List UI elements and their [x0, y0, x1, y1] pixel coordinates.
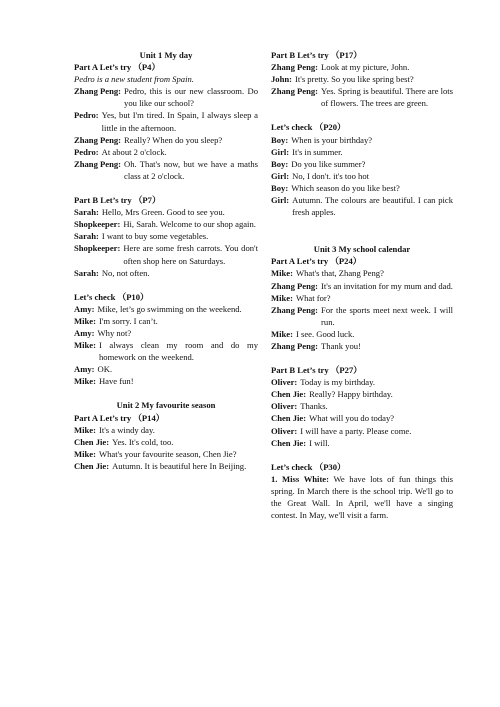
dialogue-line [271, 328, 453, 340]
dialogue-text: No, not often. [101, 267, 150, 278]
dialogue-line [74, 218, 258, 230]
dialogue-text: Mike, let’s go swimming on the weekend. [97, 303, 242, 314]
dialogue-text: I will have a party. Please come. [300, 425, 412, 436]
u2-check-dialogue [271, 134, 453, 219]
u1-partA-heading: Part A Let’s try （P4） [74, 62, 161, 73]
dialogue-text: I see. Good luck. [295, 328, 355, 339]
speaker-name: Sarah: [74, 267, 99, 278]
u2-partB-dialogue [271, 61, 453, 109]
speaker-name: Girl: [271, 146, 290, 157]
dialogue-text: Really? When do you sleep? [124, 134, 223, 145]
speaker-name: Pedro: [74, 146, 99, 157]
dialogue-line [271, 292, 453, 304]
u1-check-dialogue [74, 303, 258, 388]
dialogue-line [74, 109, 258, 133]
dialogue-line [74, 242, 258, 266]
dialogue-line [271, 182, 453, 194]
dialogue-text: Autumn. It is beautiful here In Beijing. [112, 460, 247, 471]
dialogue-text: Thank you! [321, 340, 361, 351]
dialogue-line [74, 134, 258, 146]
u1-partA-dialogue [74, 85, 258, 182]
unit3-title: Unit 3 My school calendar [313, 244, 411, 255]
speaker-name: Zhang Peng: [271, 86, 319, 97]
u2-partA-heading: Part A Let’s try （P14） [74, 412, 165, 423]
speaker-name: Shopkeeper: [74, 219, 121, 230]
dialogue-text: Have fun! [98, 376, 134, 387]
u2-check-heading: Let’s check （P20） [271, 122, 346, 133]
dialogue-line [271, 304, 453, 328]
speaker-name: Amy: [74, 327, 95, 338]
speaker-name: Mike: [74, 315, 96, 326]
right-column [271, 49, 453, 521]
dialogue-text: It's a windy day. [98, 424, 155, 435]
dialogue-line [271, 73, 453, 85]
dialogue-text: Pedro, this is our new classroom. Do you like our school? [124, 86, 258, 109]
dialogue-text: Really? Happy birthday. [309, 389, 393, 400]
dialogue-text: I will. [309, 437, 330, 448]
u2-partA-dialogue [74, 424, 258, 472]
dialogue-text: Autumn. The colours are beautiful. I can pick fresh apples. [292, 195, 453, 218]
speaker-name: Oliver: [271, 401, 298, 412]
dialogue-line [271, 61, 453, 73]
speaker-name: Oliver: [271, 425, 298, 436]
u3-check-item-1-text: We have lots of fun things this spring. In March there is the school trip. We'll go to the Great Wall. In April, we'll have a singing contest. In May, we'll visit a farm. [271, 473, 453, 521]
dialogue-text: Yes. Spring is beautiful. There are lots of flowers. The trees are green. [321, 86, 453, 109]
dialogue-text: Here are some fresh carrots. You don't often shop here on Saturdays. [123, 243, 258, 266]
speaker-name: Chen Jie: [74, 460, 110, 471]
u1-partB-heading: Part B Let’s try （P7） [74, 195, 161, 206]
speaker-name: Mike: [271, 268, 293, 279]
dialogue-line [271, 400, 453, 412]
speaker-name: Mike: [74, 376, 96, 387]
dialogue-line [271, 437, 453, 449]
speaker-name: Girl: [271, 170, 290, 181]
dialogue-text: I'm sorry. I can’t. [98, 315, 158, 326]
dialogue-line [271, 158, 453, 170]
speaker-name: Chen Jie: [271, 413, 307, 424]
dialogue-line [74, 267, 258, 279]
dialogue-line [74, 460, 258, 472]
dialogue-line [74, 424, 258, 436]
dialogue-text: What will you do today? [309, 413, 395, 424]
left-column [74, 49, 258, 472]
speaker-name: John: [271, 74, 293, 85]
dialogue-text: It's an invitation for my mum and dad. [321, 280, 453, 291]
speaker-name: Shopkeeper: [74, 243, 121, 254]
unit2-title: Unit 2 My favourite season [116, 400, 216, 411]
speaker-name: Sarah: [74, 207, 99, 218]
dialogue-line [271, 412, 453, 424]
speaker-name: Mike: [74, 340, 96, 351]
speaker-name: Chen Jie: [74, 436, 110, 447]
dialogue-line [271, 376, 453, 388]
dialogue-text: At about 2 o'clock. [101, 146, 167, 157]
dialogue-text: For the sports meet next week. I will run. [321, 304, 453, 327]
speaker-name: Zhang Peng: [271, 62, 319, 73]
dialogue-line [271, 194, 453, 218]
speaker-name: Pedro: [74, 110, 99, 121]
dialogue-text: Today is my birthday. [300, 377, 375, 388]
speaker-name: Boy: [271, 134, 289, 145]
dialogue-line [271, 267, 453, 279]
dialogue-text: Look at my picture, John. [321, 62, 410, 73]
speaker-name: Zhang Peng: [271, 280, 319, 291]
dialogue-text: Why not? [97, 327, 132, 338]
dialogue-line [271, 388, 453, 400]
dialogue-text: Oh. That's now, but we have a maths class at 2 o'clock. [124, 158, 258, 181]
dialogue-line [271, 425, 453, 437]
speaker-name: Zhang Peng: [271, 304, 319, 315]
dialogue-text: I always clean my room and do my homework on the weekend. [98, 340, 258, 363]
u1-partA-note: Pedro is a new student from Spain. [74, 74, 194, 85]
speaker-name: Sarah: [74, 231, 99, 242]
dialogue-line [74, 206, 258, 218]
dialogue-line [74, 85, 258, 109]
dialogue-text: It's pretty. So you like spring best? [295, 74, 414, 85]
speaker-name: Mike: [74, 424, 96, 435]
dialogue-text: What's your favourite season, Chen Jie? [98, 448, 237, 459]
speaker-name: Chen Jie: [271, 389, 307, 400]
u3-partB-dialogue [271, 376, 453, 449]
dialogue-line [271, 134, 453, 146]
dialogue-line [74, 146, 258, 158]
speaker-name: Boy: [271, 182, 289, 193]
dialogue-text: Yes, but I'm tired. In Spain, I always sleep a little in the afternoon. [101, 110, 258, 133]
speaker-name: Zhang Peng: [74, 158, 122, 169]
dialogue-text: No, I don't. it's too hot [292, 170, 370, 181]
speaker-name: Girl: [271, 195, 290, 206]
speaker-name: Zhang Peng: [74, 134, 122, 145]
dialogue-line [74, 375, 258, 387]
unit1-title: Unit 1 My day [139, 50, 193, 60]
u3-check-item-1-label: 1. Miss White: [271, 473, 329, 484]
dialogue-text: Which season do you like best? [291, 182, 400, 193]
dialogue-line [74, 230, 258, 242]
u3-partA-dialogue [271, 267, 453, 352]
speaker-name: Zhang Peng: [74, 86, 122, 97]
dialogue-text: I want to buy some vegetables. [101, 231, 209, 242]
dialogue-line [74, 448, 258, 460]
u2-partB-heading: Part B Let’s try （P17） [271, 50, 362, 60]
dialogue-text: Hi, Sarah. Welcome to our shop again. [123, 219, 256, 230]
dialogue-line [271, 340, 453, 352]
u3-check-heading: Let’s check （P30） [271, 461, 346, 472]
dialogue-text: Thanks. [300, 401, 328, 412]
u3-check-item-1 [271, 473, 453, 521]
speaker-name: Mike: [271, 328, 293, 339]
dialogue-text: OK. [97, 364, 113, 375]
speaker-name: Mike: [74, 448, 96, 459]
speaker-name: Amy: [74, 303, 95, 314]
dialogue-line [271, 170, 453, 182]
dialogue-text: What's that, Zhang Peng? [295, 268, 384, 279]
speaker-name: Chen Jie: [271, 437, 307, 448]
dialogue-text: It's in summer. [292, 146, 343, 157]
speaker-name: Mike: [271, 292, 293, 303]
dialogue-line [74, 436, 258, 448]
dialogue-line [271, 146, 453, 158]
dialogue-line [74, 363, 258, 375]
dialogue-text: Do you like summer? [291, 158, 366, 169]
dialogue-line [74, 327, 258, 339]
dialogue-line [271, 85, 453, 109]
dialogue-line [74, 158, 258, 182]
dialogue-text: When is your birthday? [291, 134, 373, 145]
dialogue-line [74, 339, 258, 363]
speaker-name: Zhang Peng: [271, 340, 319, 351]
dialogue-text: What for? [295, 292, 331, 303]
u1-partB-dialogue [74, 206, 258, 279]
dialogue-line [271, 280, 453, 292]
u1-check-heading: Let’s check （P10） [74, 291, 149, 302]
speaker-name: Oliver: [271, 377, 298, 388]
u3-partB-heading: Part B Let’s try （P27） [271, 365, 362, 376]
dialogue-text: Yes. It's cold, too. [112, 436, 174, 447]
speaker-name: Amy: [74, 364, 95, 375]
u3-partA-heading: Part A Let’s try （P24） [271, 256, 362, 267]
speaker-name: Boy: [271, 158, 289, 169]
dialogue-line [74, 315, 258, 327]
dialogue-text: Hello, Mrs Green. Good to see you. [101, 207, 225, 218]
dialogue-line [74, 303, 258, 315]
